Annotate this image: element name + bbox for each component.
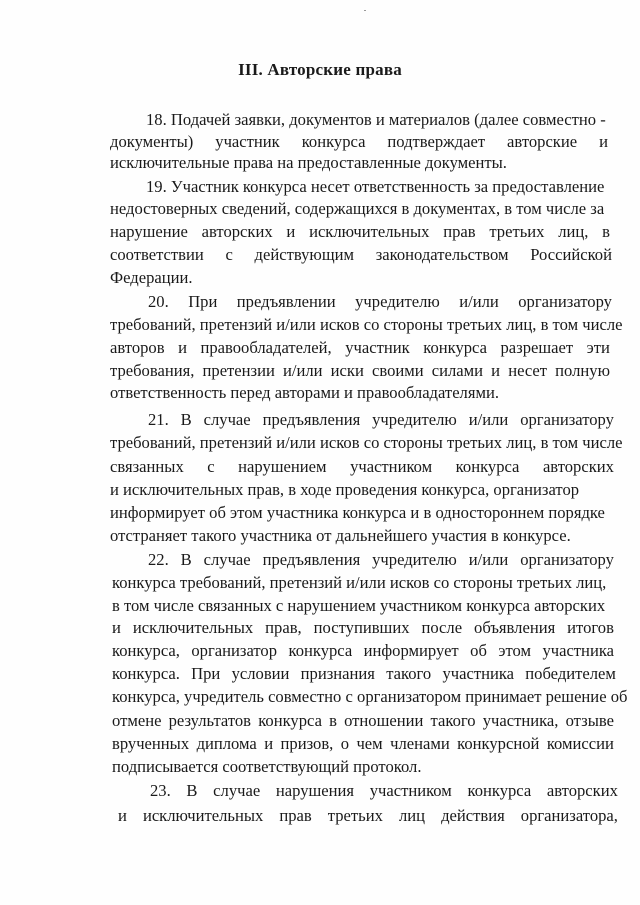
p22-line-10: подписывается соответствующий протокол. [112, 757, 422, 776]
word: предъявлении [236, 292, 336, 311]
word: действия [441, 806, 505, 825]
word: авторов [110, 338, 165, 357]
p19-line-1: 19. Участник конкурса несет ответственность за предоставление [146, 177, 605, 196]
p20-line-1 [148, 292, 612, 312]
word: признания [300, 664, 375, 683]
word: в [602, 222, 610, 241]
word: и [599, 132, 608, 151]
word: и/или [459, 292, 499, 311]
word: требования, [110, 361, 195, 380]
word: учредителю [372, 550, 457, 569]
word: связанных [110, 457, 184, 476]
word: В [186, 781, 198, 800]
word: участника [442, 664, 515, 683]
section-heading: III. Авторские права [238, 60, 402, 79]
word: участником [350, 457, 433, 476]
word: организатора, [520, 806, 618, 825]
word: конкурсной [457, 734, 540, 753]
word: третьих [327, 806, 383, 825]
word: исключительных [309, 222, 430, 241]
p19-line-3 [110, 222, 610, 242]
word: и/или [468, 550, 509, 569]
word: этом [498, 641, 531, 660]
word: участника [542, 641, 614, 660]
word: нарушение [110, 222, 188, 241]
p22-line-5 [112, 641, 614, 661]
word: исключительных [142, 806, 264, 825]
word: своими [371, 361, 424, 380]
word: третьих [489, 222, 545, 241]
word: и [112, 618, 121, 637]
word: В [180, 550, 192, 569]
p21-line-6: отстраняет такого участника от дальнейшего участия в конкурсе. [110, 526, 571, 545]
word: об [470, 641, 487, 660]
word: полную [555, 361, 610, 380]
word: конкурса [288, 641, 353, 660]
p22-line-9 [112, 734, 614, 754]
word: организатору [520, 410, 614, 429]
word: авторские [507, 132, 578, 151]
p22-line-3: в том числе связанных с нарушением участником конкурса авторских [112, 596, 606, 615]
word: отмене [112, 711, 162, 730]
word: силами [431, 361, 484, 380]
word: конкурса, [112, 641, 180, 660]
word: членами [390, 734, 450, 753]
word: конкурса [467, 781, 532, 800]
word: При [191, 664, 221, 683]
word: поступивших [313, 618, 410, 637]
word: правообладателей, [200, 338, 332, 357]
p21-line-1 [148, 410, 614, 430]
p20-line-5: ответственность перед авторами и правообладателями. [110, 383, 499, 402]
word: участником [369, 781, 452, 800]
word: участник [345, 338, 410, 357]
word: претензии [202, 361, 275, 380]
p19-line-2: недостоверных сведений, содержащихся в документах, в том числе за [110, 199, 605, 218]
word: и [118, 806, 127, 825]
word: Российской [530, 245, 612, 264]
p22-line-7: конкурса, учредитель совместно с организатором принимает решение об [112, 687, 628, 706]
word: конкурса [423, 338, 487, 357]
word: такого [430, 711, 476, 730]
p21-line-3 [110, 457, 614, 477]
p22-line-4 [112, 618, 614, 638]
word: 20. [148, 292, 169, 311]
word: иски [330, 361, 364, 380]
p21-line-5: информирует об этом участника конкурса и в одностороннем порядке [110, 503, 605, 522]
word: и [178, 338, 187, 357]
word: и/или [283, 361, 323, 380]
word: 23. [150, 781, 171, 800]
word: комиссии [546, 734, 614, 753]
p22-line-1 [148, 550, 614, 570]
word: случае [203, 410, 251, 429]
word: участника, [482, 711, 559, 730]
word: лиц [398, 806, 426, 825]
word: конкурса. [112, 664, 180, 683]
word: и [286, 222, 296, 241]
p19-line-5: Федерации. [110, 268, 193, 287]
word: действующим [254, 245, 354, 264]
word: конкурса [455, 457, 520, 476]
word: авторских [546, 781, 618, 800]
p20-line-3 [110, 338, 610, 358]
word: При [188, 292, 218, 311]
word: эти [586, 338, 610, 357]
word: в [329, 711, 337, 730]
p22-line-2: конкурса требований, претензий и/или исков со стороны третьих лиц, [112, 573, 607, 592]
word: авторских [542, 457, 614, 476]
word: 21. [148, 410, 169, 429]
word: отзыве [565, 711, 614, 730]
word: диплома [196, 734, 257, 753]
word: В [180, 410, 192, 429]
word: документы) [110, 132, 194, 151]
word: разрешает [500, 338, 574, 357]
word: после [421, 618, 463, 637]
word: итогов [567, 618, 614, 637]
word: с [207, 457, 215, 476]
word: участник [215, 132, 280, 151]
word: и [491, 361, 501, 380]
p21-line-4: и исключительных прав, в ходе проведения конкурса, организатор [110, 480, 580, 499]
word: организатору [518, 292, 612, 311]
word: условии [231, 664, 290, 683]
p18-line-3: исключительные права на предоставленные документы. [110, 153, 507, 172]
word: предъявления [262, 550, 361, 569]
word: несет [508, 361, 548, 380]
word: прав [279, 806, 312, 825]
word: случае [203, 550, 251, 569]
p23-line-2 [118, 806, 618, 826]
word: отношении [344, 711, 424, 730]
word: врученных [112, 734, 190, 753]
word: учредителю [372, 410, 457, 429]
word: нарушением [238, 457, 327, 476]
p18-line-1: 18. Подачей заявки, документов и материалов (далее совместно - [146, 110, 606, 129]
word: с [225, 245, 233, 264]
word: результатов [168, 711, 252, 730]
word: прав [443, 222, 476, 241]
word: такого [386, 664, 432, 683]
word: о [340, 734, 350, 753]
word: организатору [520, 550, 614, 569]
word: подтверждает [387, 132, 486, 151]
word: авторских [201, 222, 273, 241]
word: учредителю [355, 292, 440, 311]
word: нарушения [275, 781, 355, 800]
word: победителем [525, 664, 616, 683]
p19-line-4 [110, 245, 612, 265]
word: чем [356, 734, 383, 753]
p22-line-6 [112, 664, 616, 684]
word: информирует [363, 641, 459, 660]
word: конкурса [301, 132, 366, 151]
word: и/или [468, 410, 509, 429]
p22-line-8 [112, 711, 614, 731]
p21-line-2: требований, претензий и/или исков со стороны третьих лиц, в том числе [110, 433, 623, 452]
word: случае [213, 781, 261, 800]
word: прав, [265, 618, 302, 637]
p18-line-2 [110, 132, 608, 152]
word: конкурса [258, 711, 322, 730]
word: законодательством [375, 245, 509, 264]
p23-line-1 [150, 781, 618, 801]
word: объявления [474, 618, 556, 637]
word: и [264, 734, 274, 753]
word: исключительных [132, 618, 254, 637]
word: лиц, [558, 222, 589, 241]
word: организатор [191, 641, 278, 660]
word: 22. [148, 550, 169, 569]
scan-speck [364, 10, 366, 11]
word: призов, [280, 734, 334, 753]
word: соответствии [110, 245, 204, 264]
p20-line-2: требований, претензий и/или исков со стороны третьих лиц, в том числе [110, 315, 623, 334]
word: предъявления [262, 410, 361, 429]
p20-line-4 [110, 361, 610, 381]
